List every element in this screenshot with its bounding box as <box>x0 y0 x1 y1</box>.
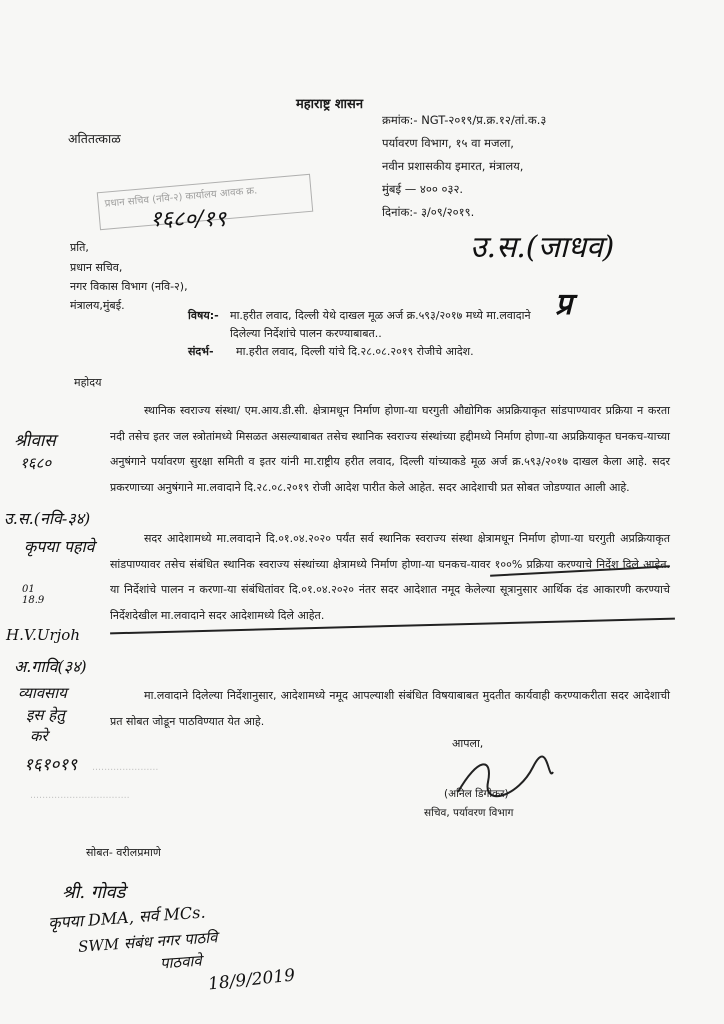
department-line-2: नवीन प्रशासकीय इमारत, मंत्रालय, <box>382 159 524 173</box>
addressee-line-1: प्रधान सचिव, <box>70 261 123 274</box>
addressee-prati: प्रति, <box>70 241 89 254</box>
urgency-label: अतितत्काळ <box>68 131 121 146</box>
margin-note-6: H.V.Urjoh <box>6 626 80 644</box>
bottom-note-1: श्री. गोवडे <box>62 882 126 903</box>
margin-note-2: १६८० <box>20 454 52 472</box>
salutation: महोदय <box>74 376 102 389</box>
bleed-through-text: ...................... <box>92 762 159 773</box>
handwritten-received-number: १६८०/१९ <box>150 207 227 232</box>
body-paragraph-3: मा.लवादाने दिलेल्या निर्देशानुसार, आदेशामध्ये नमूद आपल्याशी संबंधित विषयाबाबत मुदतीत कार्यवाही करण्याकरीता सदर आदेशाची प्रत सोबत जोडून पाठविण्यात येत आहे. <box>110 689 670 728</box>
stamp-text: प्रधान सचिव (नवि-२) कार्यालय आवक क्र. <box>104 185 258 210</box>
margin-note-9: इस हेतु <box>26 706 65 724</box>
document-title: महाराष्ट्र शासन <box>296 97 364 112</box>
letter-date: दिनांक:- ३/०९/२०१९. <box>382 205 475 219</box>
body-paragraph-2: सदर आदेशामध्ये मा.लवादाने दि.०१.०४.२०२० पर्यंत सर्व स्थानिक स्वराज्य संस्था क्षेत्रामधून निर्माण होणा-या घरगुती अप्रक्रियाकृत सांडपाण्यावर तसेच संबंधित स्थानिक स्वराज्य संस्थांच्या क्षेत्रामध्ये निर्माण होणा-या घनकच-यावर १००% प्रक्रिया करण्याचे निर्देश दिले आहेत. या निर्देशांचे पालन न करणा-या संबंधितांवर दि.०१.०४.२०२० नंतर सदर आदेशात नमूद केलेल्या सूत्रानुसार आर्थिक दंड आकारणी करण्याचे निर्देशदेखील मा.लवादाने सदर आदेशामध्ये दिले आहेत. <box>110 532 670 622</box>
handwritten-top-right-note: उ.स.(जाधव) <box>470 230 615 265</box>
department-line-3: मुंबई — ४०० ०३२. <box>382 182 464 196</box>
bottom-note-5: 18/9/2019 <box>207 965 296 995</box>
bottom-note-2: कृपया DMA, सर्व MCs. <box>47 902 207 933</box>
subject-label: विषय:- <box>188 309 219 322</box>
margin-note-1: श्रीवास <box>14 431 56 451</box>
signatory-name: (अनिल डिगीकर) <box>444 788 509 800</box>
reference-text: मा.हरीत लवाद, दिल्ली यांचे दि.२८.०८.२०१९ रोजीचे आदेश. <box>236 345 474 358</box>
enclosure-note: सोबत- वरीलप्रमाणे <box>86 846 161 859</box>
margin-note-7: अ.गावि(३४) <box>14 657 87 676</box>
addressee-line-3: मंत्रालय,मुंबई. <box>70 299 125 312</box>
margin-note-8: व्यावसाय <box>18 684 67 702</box>
signatory-designation: सचिव, पर्यावरण विभाग <box>424 807 514 819</box>
addressee-line-2: नगर विकास विभाग (नवि-२), <box>70 280 188 293</box>
bottom-note-3: SWM संबंध नगर पाठवि <box>77 928 219 956</box>
signature-closing: आपला, <box>452 737 484 750</box>
department-line-1: पर्यावरण विभाग, १५ वा मजला, <box>382 136 514 150</box>
margin-note-3: उ.स.(नवि-३४) <box>4 509 91 528</box>
subject-line-2: दिलेल्या निर्देशांचे पालन करण्याबाबत.. <box>230 327 382 340</box>
margin-note-10: करे <box>30 727 48 745</box>
margin-note-11: १६१०१९ <box>24 755 78 775</box>
margin-note-5: 01 18.9 <box>22 584 45 606</box>
subject-line-1: मा.हरीत लवाद, दिल्ली येथे दाखल मूळ अर्ज क्र.५९३/२०१७ मध्ये मा.लवादाने <box>230 309 531 322</box>
body-paragraph-1: स्थानिक स्वराज्य संस्था/ एम.आय.डी.सी. क्षेत्रामधून निर्माण होणा-या घरगुती औद्योगिक अप्रक्रियाकृत सांडपाण्यावर प्रक्रिया न करता नदी तसेच इतर जल स्त्रोतांमध्ये मिसळत असल्याबाबत तसेच स्थानिक स्वराज्य संस्थांच्या हद्दीमध्ये निर्माण होणा-या अप्रक्रियाकृत घनकच-याच्या अनुषंगाने पर्यावरण सुरक्षा समिती व इतर यांनी मा.राष्ट्रीय हरीत लवाद, दिल्ली यांच्याकडे मूळ अर्ज क्र.५९३/२०१७ दाखल केला आहे. सदर प्रकरणाच्या अनुषंगाने मा.लवादाने दि.२८.०८.२०१९ रोजी आदेश पारीत केले आहेत. सदर आदेशाची प्रत सोबत जोडण्यात आली आहे. <box>110 404 670 494</box>
bleed-through-text: ................................. <box>30 790 130 801</box>
reference-label: संदर्भ- <box>188 345 214 358</box>
reference-number: क्रमांक:- NGT-२०१९/प्र.क्र.१२/तां.क.३ <box>382 113 547 127</box>
margin-note-4: कृपया पहावे <box>24 537 95 556</box>
bottom-note-4: पाठवावे <box>159 951 203 973</box>
handwritten-initials: प्र <box>555 287 573 322</box>
